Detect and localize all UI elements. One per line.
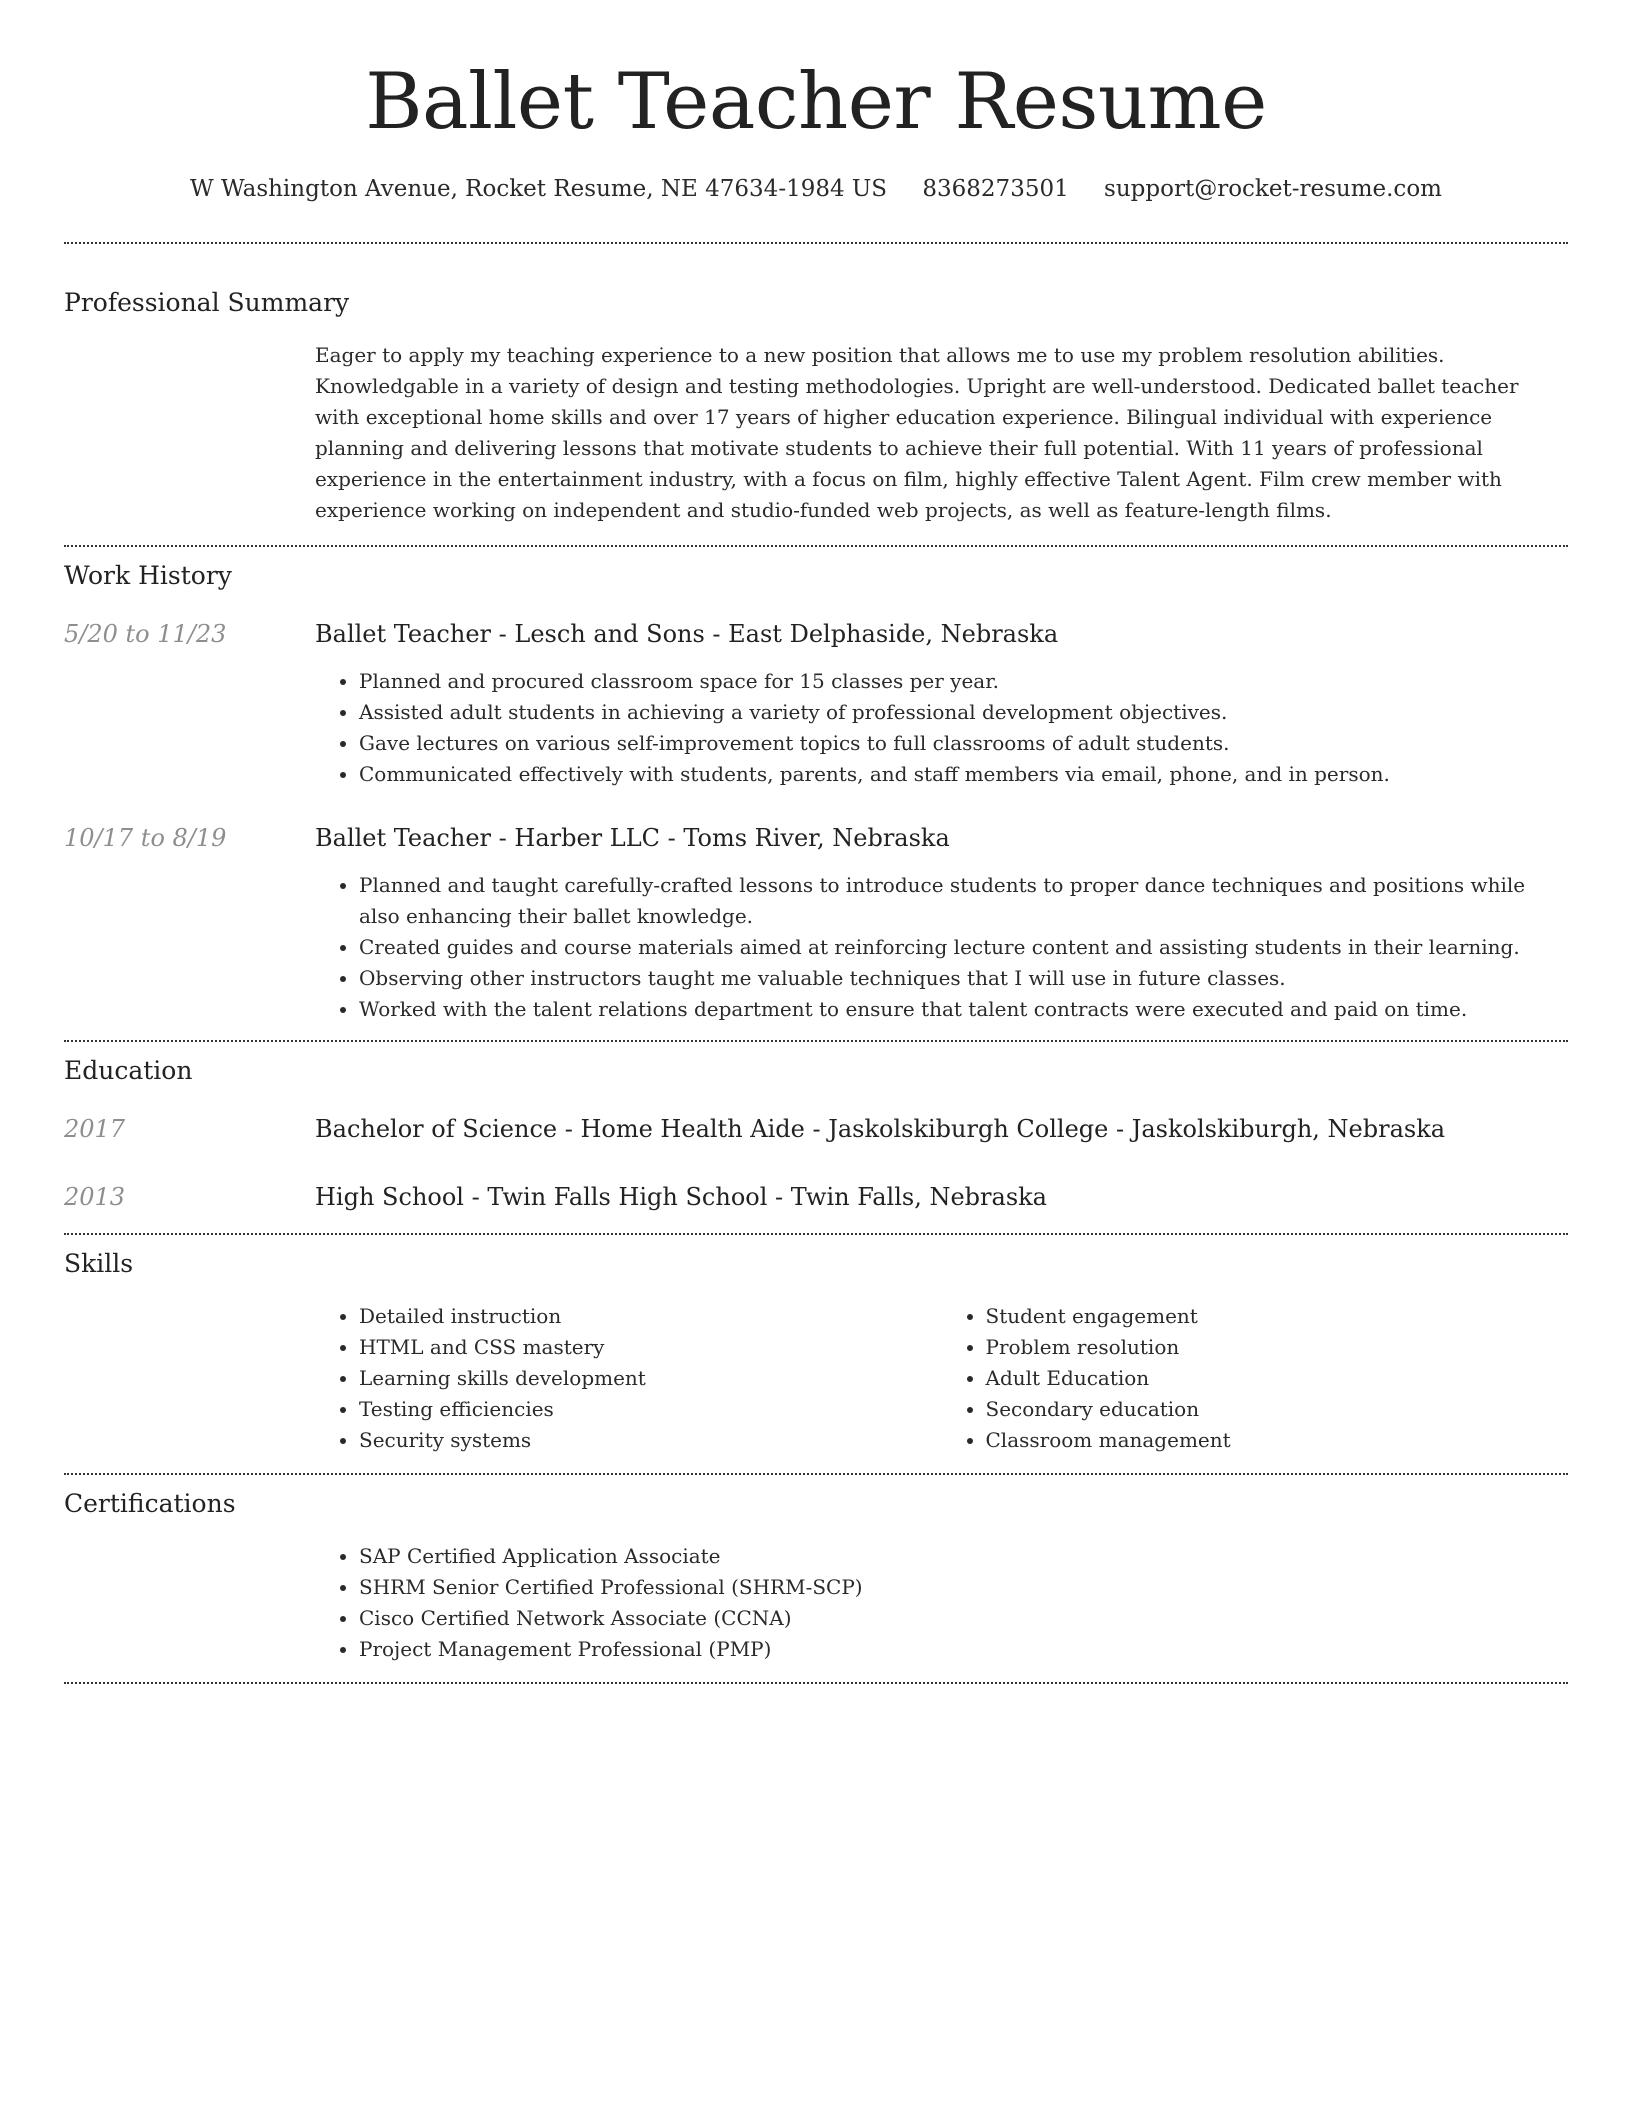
- list-item: • Testing efficiencies: [359, 1394, 942, 1425]
- list-item: • Planned and taught carefully-crafted lessons to introduce students to proper dance techniques and positions while also enhancing their ballet knowledge.: [359, 870, 1568, 932]
- list-item: • Adult Education: [986, 1363, 1569, 1394]
- education-degree: Bachelor of Science - Home Health Aide: [315, 1115, 805, 1143]
- summary-row: [64, 340, 1568, 526]
- education-heading: Education: [64, 1056, 193, 1085]
- list-item: • SAP Certified Application Associate: [359, 1541, 1568, 1572]
- list-item: • Created guides and course materials aimed at reinforcing lecture content and assisting students in their learning.: [359, 932, 1568, 963]
- job-bullets: [315, 666, 1568, 790]
- list-item: • Student engagement: [986, 1301, 1569, 1332]
- job-heading: [315, 617, 1568, 651]
- education-details: - Twin Falls High School - Twin Falls, Nebraska: [463, 1183, 1047, 1211]
- education-entry: [64, 1112, 1568, 1146]
- education-body: [315, 1112, 1568, 1146]
- education-details: - Jaskolskiburgh College - Jaskolskiburgh, Nebraska: [804, 1115, 1446, 1143]
- job-dates: 10/17 to 8/19: [64, 824, 227, 852]
- skills-row: [64, 1301, 1568, 1456]
- summary-spacer: [64, 340, 315, 526]
- work-history-section: [64, 559, 1568, 1025]
- job-role: Ballet Teacher: [315, 824, 492, 852]
- education-year: 2013: [64, 1183, 126, 1211]
- skills-spacer: [64, 1301, 315, 1456]
- list-item: • Classroom management: [986, 1425, 1569, 1456]
- certifications-spacer: [64, 1541, 315, 1665]
- list-item: • Worked with the talent relations department to ensure that talent contracts were executed and paid on time.: [359, 994, 1568, 1025]
- divider: [64, 1040, 1568, 1042]
- job-bullets: [315, 870, 1568, 1025]
- list-item: • Communicated effectively with students, parents, and staff members via email, phone, and in person.: [359, 759, 1568, 790]
- certifications-row: [64, 1541, 1568, 1665]
- skills-list-left: [315, 1301, 942, 1456]
- list-item: • Planned and procured classroom space for 15 classes per year.: [359, 666, 1568, 697]
- certifications-list: [315, 1541, 1568, 1665]
- job-entry: [64, 617, 1568, 790]
- education-heading-line: [315, 1180, 1568, 1214]
- job-entry: [64, 821, 1568, 1025]
- list-item: • Detailed instruction: [359, 1301, 942, 1332]
- contact-email: support@rocket-resume.com: [1104, 176, 1442, 202]
- contact-phone: 8368273501: [922, 176, 1069, 202]
- job-heading: [315, 821, 1568, 855]
- summary-body: [315, 340, 1568, 526]
- list-item: • Gave lectures on various self-improvement topics to full classrooms of adult students.: [359, 728, 1568, 759]
- education-heading-line: [315, 1112, 1568, 1146]
- certifications-section: [64, 1487, 1568, 1665]
- list-item: • HTML and CSS mastery: [359, 1332, 942, 1363]
- list-item: • Assisted adult students in achieving a variety of professional development objectives.: [359, 697, 1568, 728]
- job-details: - Harber LLC - Toms River, Nebraska: [491, 824, 950, 852]
- resume-title: Ballet Teacher Resume: [365, 57, 1267, 147]
- skills-section: [64, 1247, 1568, 1456]
- work-history-heading: Work History: [64, 561, 232, 590]
- certifications-heading: Certifications: [64, 1489, 236, 1518]
- divider: [64, 1473, 1568, 1475]
- education-entry: [64, 1180, 1568, 1214]
- education-degree: High School: [315, 1183, 464, 1211]
- education-year: 2017: [64, 1115, 126, 1143]
- job-body: [315, 821, 1568, 1025]
- divider: [64, 1682, 1568, 1684]
- skills-list-right: [942, 1301, 1569, 1456]
- divider: [64, 242, 1568, 244]
- list-item: • Problem resolution: [986, 1332, 1569, 1363]
- job-dates: 5/20 to 11/23: [64, 620, 227, 648]
- list-item: • Security systems: [359, 1425, 942, 1456]
- job-details: - Lesch and Sons - East Delphaside, Nebraska: [491, 620, 1059, 648]
- list-item: • Secondary education: [986, 1394, 1569, 1425]
- job-role: Ballet Teacher: [315, 620, 492, 648]
- list-item: • Observing other instructors taught me valuable techniques that I will use in future classes.: [359, 963, 1568, 994]
- skills-heading: Skills: [64, 1249, 134, 1278]
- certifications-body: [315, 1541, 1568, 1665]
- job-body: [315, 617, 1568, 790]
- education-section: [64, 1054, 1568, 1214]
- education-body: [315, 1180, 1568, 1214]
- divider: [64, 545, 1568, 547]
- divider: [64, 1233, 1568, 1235]
- list-item: • Learning skills development: [359, 1363, 942, 1394]
- contact-address: W Washington Avenue, Rocket Resume, NE 47634-1984 US: [190, 176, 888, 202]
- skills-grid: [315, 1301, 1568, 1456]
- summary-heading: Professional Summary: [64, 288, 350, 317]
- list-item: • Cisco Certified Network Associate (CCNA): [359, 1603, 1568, 1634]
- summary-section: [64, 286, 1568, 526]
- summary-text: Eager to apply my teaching experience to a new position that allows me to use my problem resolution abilities. Knowledgable in a variety of design and testing methodologies. Upright are well-understood. Dedicated ballet teacher with exceptional home skills and over 17 years of higher education experience. Bilingual individual with experience planning and delivering lessons that motivate students to achieve their full potential. With 11 years of professional experience in the entertainment industry, with a focus on film, highly effective Talent Agent. Film crew member with experience working on independent and studio-funded web projects, as well as feature-length films.: [315, 343, 1519, 522]
- contact-line: [64, 172, 1568, 206]
- list-item: • Project Management Professional (PMP): [359, 1634, 1568, 1665]
- list-item: • SHRM Senior Certified Professional (SHRM-SCP): [359, 1572, 1568, 1603]
